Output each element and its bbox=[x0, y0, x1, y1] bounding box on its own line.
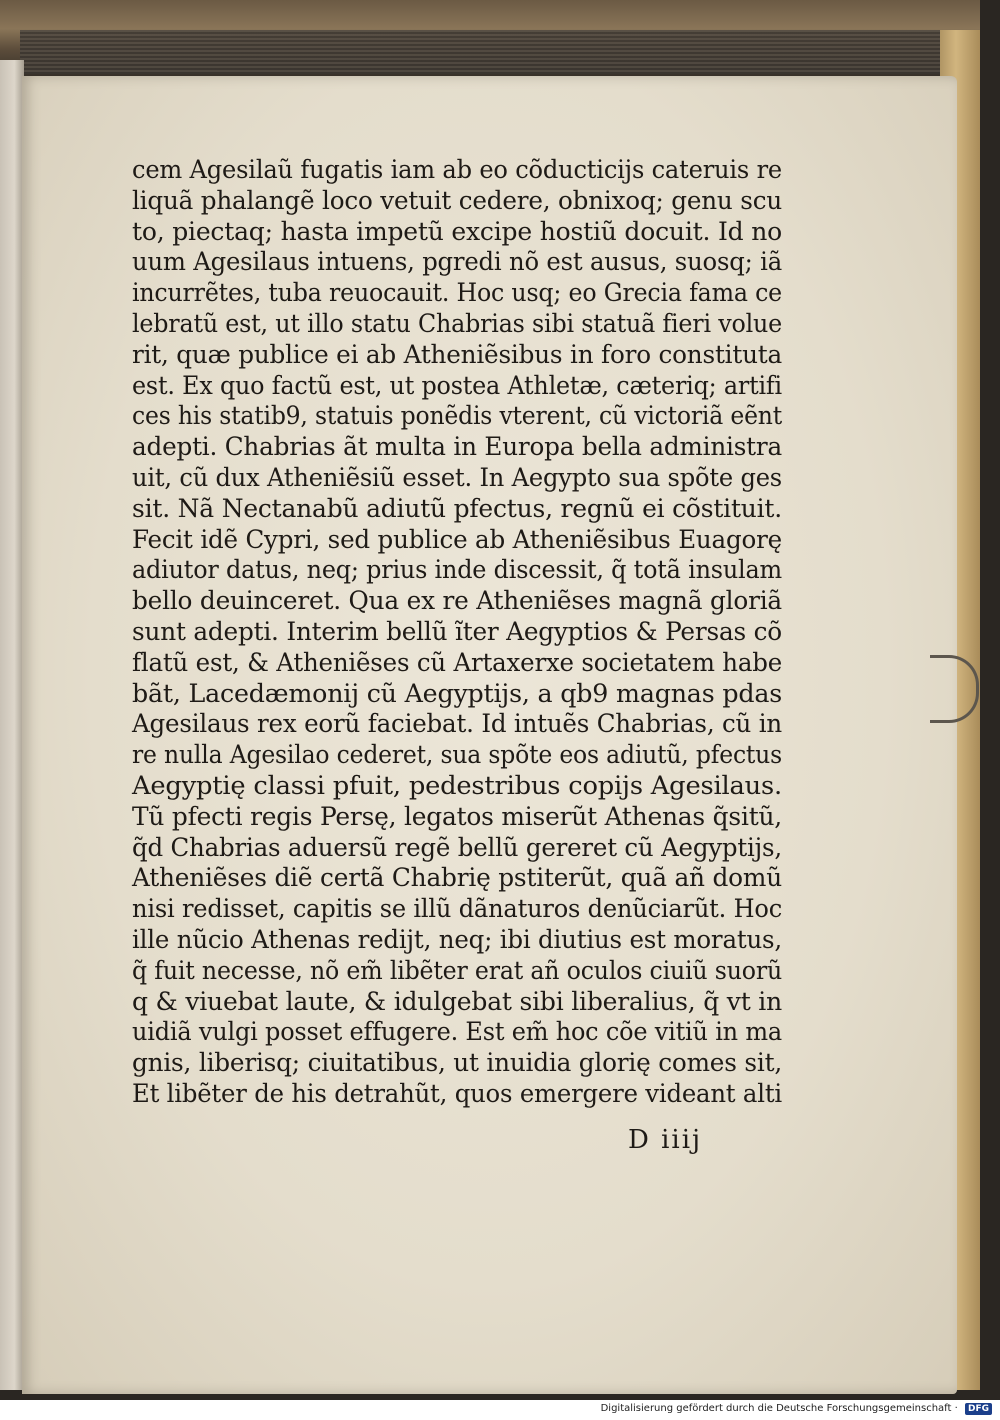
dfg-logo-icon: DFG bbox=[965, 1403, 992, 1415]
text-line: bello deuinceret. Qua ex re Atheniẽses magnã gloriã bbox=[132, 586, 782, 616]
page-block-edge bbox=[20, 30, 950, 74]
footer-bar bbox=[0, 1400, 1000, 1420]
text-line: q & viuebat laute, & idulgebat sibi liberalius, q̃ vt in bbox=[132, 986, 782, 1016]
text-line: lebratũ est, ut illo statu Chabrias sibi statuã fieri volue bbox=[132, 308, 782, 338]
text-line: Et libẽter de his detrahũt, quos emergere videant alti bbox=[132, 1078, 782, 1108]
text-line: liquã phalangẽ loco vetuit cedere, obnixoq; genu scu bbox=[132, 185, 782, 215]
text-line: Tũ pfecti regis Persę, legatos miserũt Athenas q̃sitũ, bbox=[132, 801, 782, 831]
footer-separator: · bbox=[954, 1403, 961, 1414]
text-line: cem Agesilaũ fugatis iam ab eo cõducticijs cateruis re bbox=[132, 155, 782, 184]
text-line: q̃d Chabrias aduersũ regẽ bellũ gereret cũ Aegyptijs, bbox=[132, 832, 782, 862]
text-line: gnis, liberisq; ciuitatibus, ut inuidia glorię comes sit, bbox=[132, 1048, 782, 1078]
text-line: sit. Nã Nectanabũ adiutũ pfectus, regnũ ei cõstituit. bbox=[132, 493, 782, 523]
footer-credit-text: Digitalisierung gefördert durch die Deutsche Forschungsgemeinschaft bbox=[600, 1403, 952, 1414]
text-line: Aegyptię classi pfuit, pedestribus copijs Agesilaus. bbox=[132, 770, 782, 800]
text-line: q̃ fuit necesse, nõ em̃ libẽter erat añ oculos ciuiũ suorũ bbox=[132, 955, 782, 985]
text-line: to, piectaq; hasta impetũ excipe hostiũ docuit. Id no bbox=[132, 216, 782, 246]
text-line: rit, quæ publice ei ab Atheniẽsibus in foro constituta bbox=[132, 339, 782, 369]
footer-credit bbox=[601, 1403, 992, 1415]
text-line: uum Agesilaus intuens, pgredi nõ est ausus, suosq; iã bbox=[132, 247, 782, 277]
facing-page-edge bbox=[0, 60, 24, 1390]
text-line: re nulla Agesilao cederet, sua spõte eos adiutũ, pfectus bbox=[132, 740, 782, 770]
text-line: incurrẽtes, tuba reuocauit. Hoc usq; eo Grecia fama ce bbox=[132, 278, 782, 308]
book-top-edge bbox=[0, 0, 980, 82]
text-line: uidiã vulgi posset effugere. Est em̃ hoc cõe vitiũ in ma bbox=[132, 1017, 782, 1047]
text-line: adiutor datus, neq; prius inde discessit, q̃ totã insulam bbox=[132, 555, 782, 585]
text-line: nisi redisset, capitis se illũ dãnaturos denũciarũt. Hoc bbox=[132, 894, 782, 924]
signature-mark: D iiij bbox=[628, 1125, 703, 1155]
text-line: Agesilaus rex eorũ faciebat. Id intuẽs Chabrias, cũ in bbox=[132, 709, 782, 739]
text-line: adepti. Chabrias ãt multa in Europa bella administra bbox=[132, 432, 782, 462]
text-line: bãt, Lacedæmonij cũ Aegyptijs, a qb9 magnas pdas bbox=[132, 678, 782, 708]
text-line: sunt adepti. Interim bellũ ĩter Aegyptios & Persas cõ bbox=[132, 616, 782, 646]
text-line: Fecit idẽ Cypri, sed publice ab Atheniẽsibus Euagorę bbox=[132, 524, 782, 554]
text-line: flatũ est, & Atheniẽses cũ Artaxerxe societatem habe bbox=[132, 647, 782, 677]
page-text bbox=[132, 155, 782, 1110]
text-line: Atheniẽses diẽ certã Chabrię pstiterũt, quã añ domũ bbox=[132, 863, 782, 893]
text-line: ces his statib9, statuis ponẽdis vterent, cũ victoriã eẽnt bbox=[132, 401, 782, 431]
text-line: est. Ex quo factũ est, ut postea Athletæ, cæteriq; artifi bbox=[132, 370, 782, 400]
text-line: uit, cũ dux Atheniẽsiũ esset. In Aegypto sua spõte ges bbox=[132, 462, 782, 492]
text-line: ille nũcio Athenas redijt, neq; ibi diutius est moratus, bbox=[132, 924, 782, 954]
